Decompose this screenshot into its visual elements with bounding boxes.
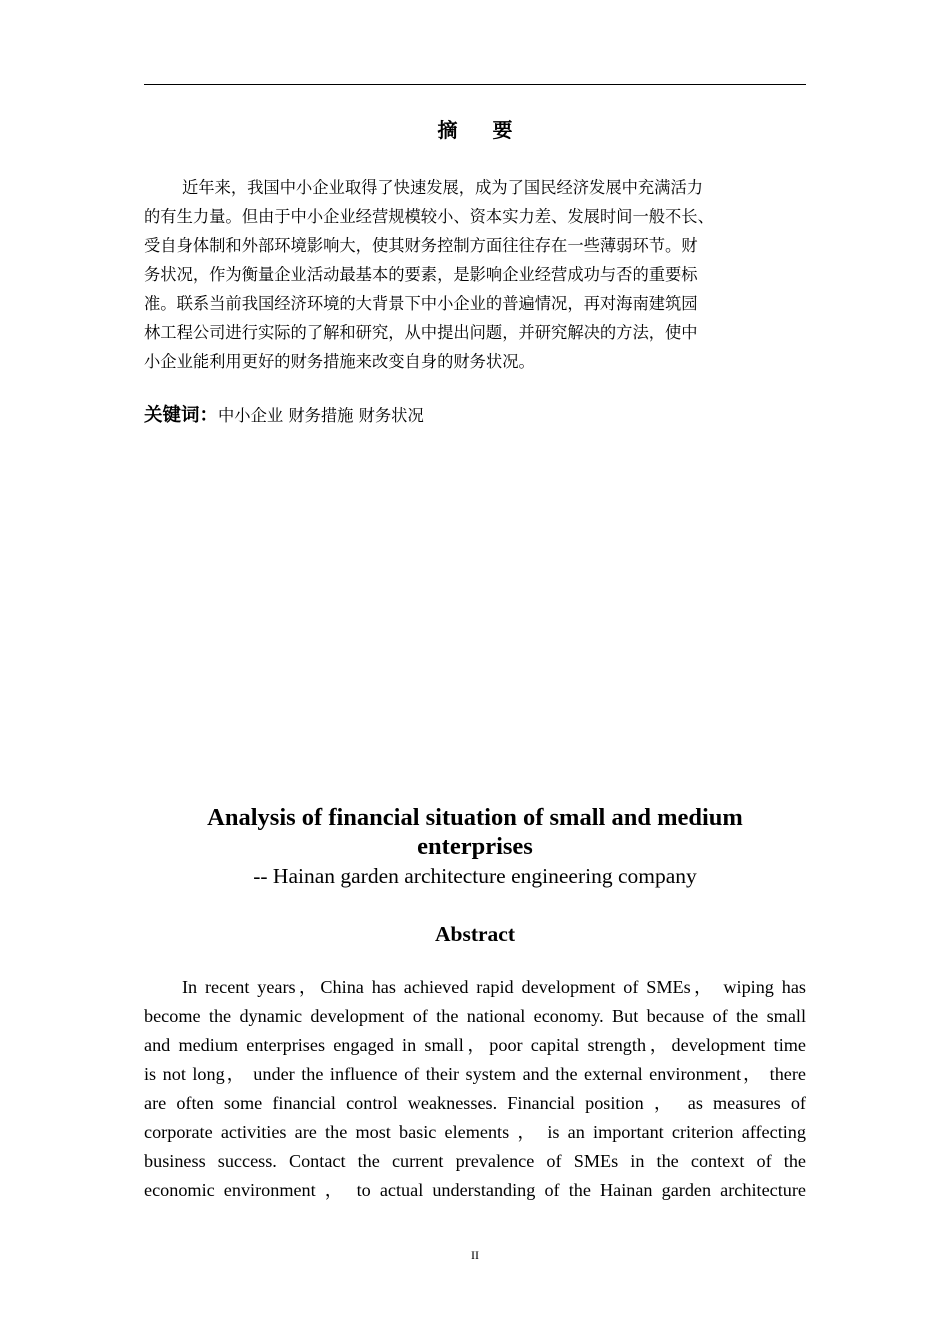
english-abstract-line: economic environment ， to actual understanding of the Hainan garden architecture	[144, 1180, 806, 1200]
keywords-values: 中小企业 财务措施 财务状况	[218, 406, 424, 425]
english-title-line-1: Analysis of financial situation of small and medium	[207, 804, 743, 831]
english-abstract-line: and medium enterprises engaged in small，poor capital strength，development time	[144, 1035, 806, 1055]
english-abstract-line: are often some financial control weaknesses. Financial position ， as measures of	[144, 1093, 806, 1113]
english-abstract-line: is not long， under the influence of their system and the external environment， there	[144, 1064, 806, 1084]
english-abstract-line: corporate activities are the most basic elements ， is an important criterion affecting	[144, 1122, 806, 1142]
english-abstract-line: business success. Contact the current prevalence of SMEs in the context of the	[144, 1151, 806, 1171]
english-abstract-heading: Abstract	[434, 922, 515, 946]
english-title	[144, 803, 806, 861]
chinese-abstract-line: 受自身体制和外部环境影响大，使其财务控制方面往往存在一些薄弱环节。财	[144, 236, 698, 255]
chinese-abstract-line: 林工程公司进行实际的了解和研究，从中提出问题，并研究解决的方法，使中	[144, 323, 698, 342]
chinese-abstract-line: 的有生力量。但由于中小企业经营规模较小、资本实力差、发展时间一般不长、	[144, 207, 714, 226]
chinese-abstract-title: 摘 要	[437, 118, 527, 142]
chinese-keywords	[144, 401, 806, 431]
english-abstract-body	[144, 973, 806, 1205]
page-number: II	[471, 1248, 479, 1262]
chinese-abstract-line: 近年来，我国中小企业取得了快速发展，成为了国民经济发展中充满活力	[182, 178, 704, 197]
chinese-abstract-body	[144, 173, 806, 376]
english-subtitle: -- Hainan garden architecture engineering company	[253, 864, 697, 888]
header-rule	[144, 84, 806, 85]
english-title-line-2: enterprises	[417, 833, 533, 860]
chinese-abstract-line: 小企业能利用更好的财务措施来改变自身的财务状况。	[144, 352, 535, 371]
chinese-abstract-line: 准。联系当前我国经济环境的大背景下中小企业的普遍情况，再对海南建筑园	[144, 294, 698, 313]
english-abstract-line: In recent years，China has achieved rapid development of SMEs， wiping has	[182, 977, 806, 997]
keywords-label: 关键词：	[144, 405, 219, 426]
chinese-abstract-line: 务状况，作为衡量企业活动最基本的要素，是影响企业经营成功与否的重要标	[144, 265, 698, 284]
english-abstract-line: become the dynamic development of the national economy. But because of the small	[144, 1006, 806, 1026]
